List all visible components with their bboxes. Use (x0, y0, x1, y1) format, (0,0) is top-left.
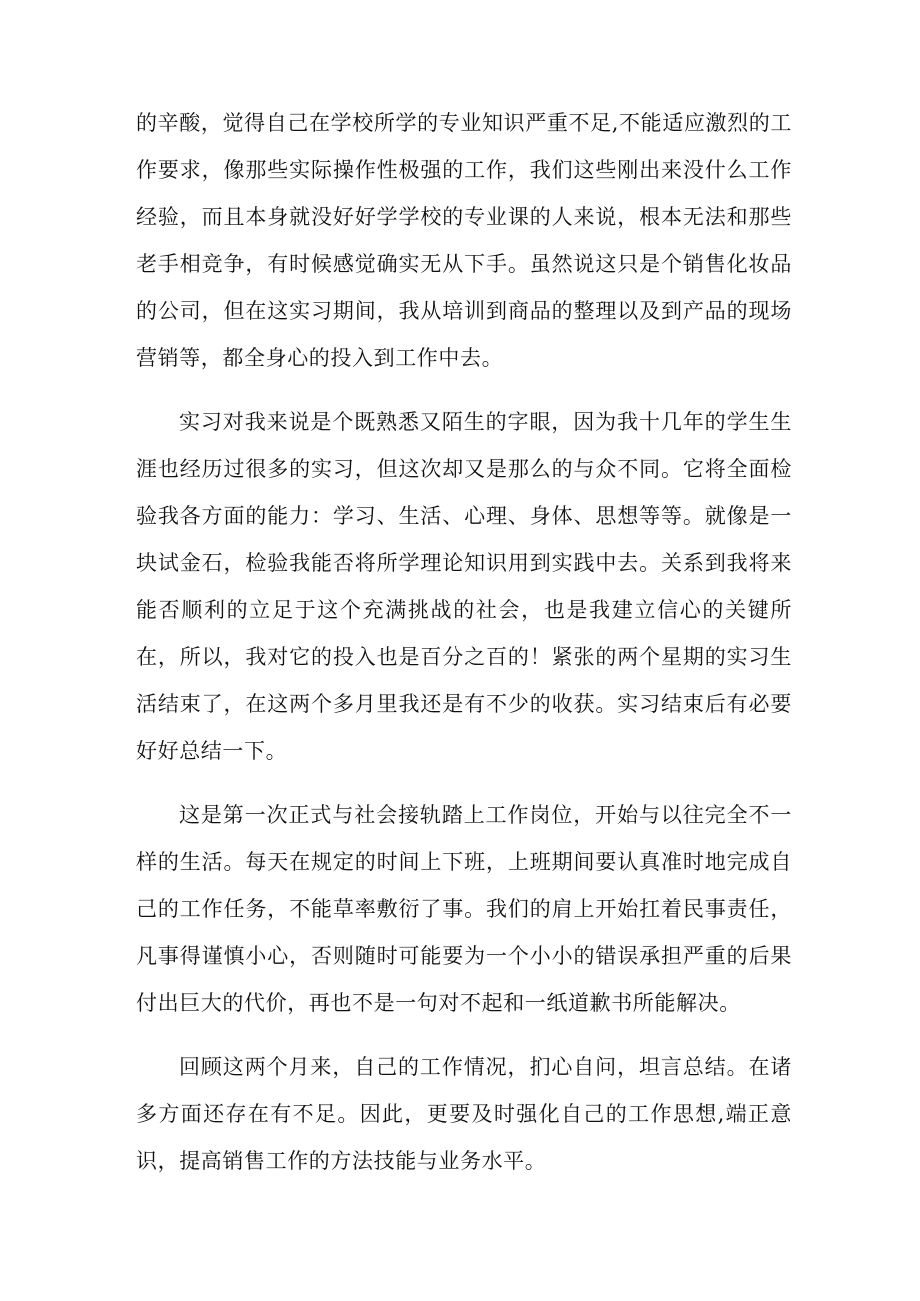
paragraph-1: 的辛酸，觉得自己在学校所学的专业知识严重不足,不能适应激烈的工作要求，像那些实际操作性极强的工作，我们这些刚出来没什么工作经验，而且本身就没好好学学校的专业课的人来说，根本无法和那些老手相竞争，有时候感觉确实无从下手。虽然说这只是个销售化妆品的公司，但在这实习期间，我从培训到商品的整理以及到产品的现场营销等，都全身心的投入到工作中去。 (136, 111, 792, 370)
paragraph-2: 实习对我来说是个既熟悉又陌生的字眼，因为我十几年的学生生涯也经历过很多的实习，但这次却又是那么的与众不同。它将全面检验我各方面的能力：学习、生活、心理、身体、思想等等。就像是一块试金石，检验我能否将所学理论知识用到实践中去。关系到我将来能否顺利的立足于这个充满挑战的社会，也是我建立信心的关键所在，所以，我对它的投入也是百分之百的！紧张的两个星期的实习生活结束了，在这两个多月里我还是有不少的收获。实习结束后有必要好好总结一下。 (136, 410, 792, 763)
document-body (136, 100, 792, 1185)
paragraph-4: 回顾这两个月来，自己的工作情况，扪心自问，坦言总结。在诸多方面还存在有不足。因此，更要及时强化自己的工作思想,端正意识，提高销售工作的方法技能与业务水平。 (136, 1055, 792, 1173)
paragraph-3: 这是第一次正式与社会接轨踏上工作岗位，开始与以往完全不一样的生活。每天在规定的时间上下班，上班期间要认真准时地完成自己的工作任务，不能草率敷衍了事。我们的肩上开始扛着民事责任，凡事得谨慎小心，否则随时可能要为一个小小的错误承担严重的后果付出巨大的代价，再也不是一句对不起和一纸道歉书所能解决。 (136, 803, 792, 1015)
